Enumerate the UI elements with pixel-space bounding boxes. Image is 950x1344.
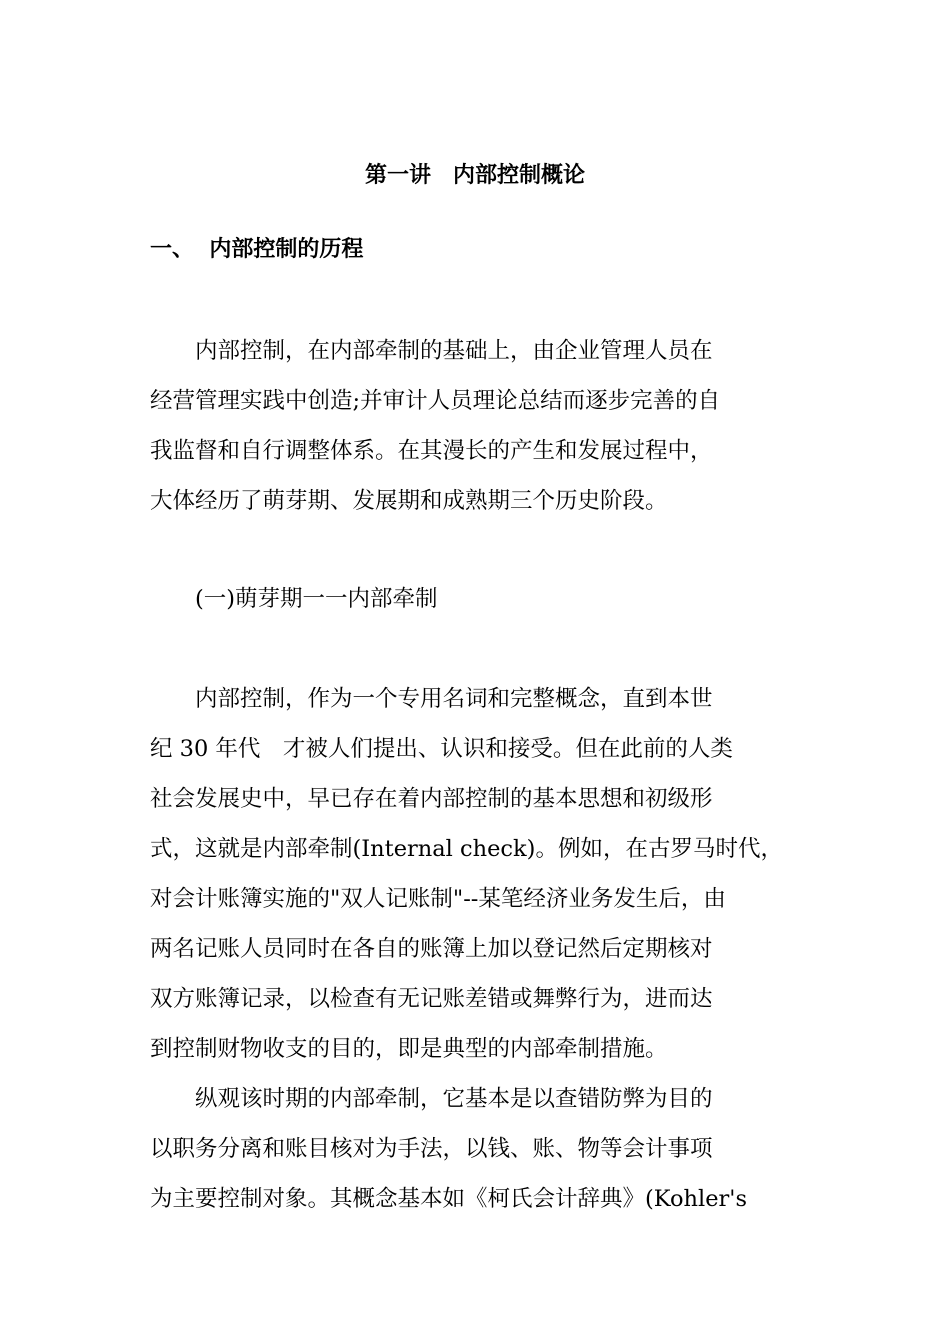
paragraph-line: 经营管理实践中创造;并审计人员理论总结而逐步完善的自 bbox=[150, 388, 721, 414]
paragraph-summary bbox=[150, 1074, 810, 1224]
subsection-heading: (一)萌芽期一一内部牵制 bbox=[195, 586, 438, 612]
paragraph-line: 内部控制，作为一个专用名词和完整概念，直到本世 bbox=[195, 686, 713, 712]
paragraph-line: 为主要控制对象。其概念基本如《柯氏会计辞典》(Kohler's bbox=[150, 1186, 748, 1212]
paragraph-line: 内部控制，在内部牵制的基础上，由企业管理人员在 bbox=[195, 338, 713, 364]
paragraph-line: 以职务分离和账目核对为手法，以钱、账、物等会计事项 bbox=[150, 1136, 713, 1162]
paragraph-line: 到控制财物收支的目的，即是典型的内部牵制措施。 bbox=[150, 1036, 668, 1062]
paragraph-history-intro bbox=[150, 326, 810, 526]
paragraph-line: 双方账簿记录，以检查有无记账差错或舞弊行为，进而达 bbox=[150, 986, 713, 1012]
paragraph-line: 我监督和自行调整体系。在其漫长的产生和发展过程中， bbox=[150, 438, 713, 464]
paragraph-line: 社会发展史中，早已存在着内部控制的基本思想和初级形 bbox=[150, 786, 713, 812]
paragraph-line: 两名记账人员同时在各自的账簿上加以登记然后定期核对 bbox=[150, 936, 713, 962]
paragraph-internal-check bbox=[150, 674, 810, 1074]
paragraph-line: 式，这就是内部牵制(Internal check)。例如，在古罗马时代， bbox=[150, 836, 783, 862]
document-title: 第一讲 内部控制概论 bbox=[364, 163, 585, 188]
paragraph-line: 纵观该时期的内部牵制，它基本是以查错防弊为目的 bbox=[195, 1086, 713, 1112]
paragraph-line: 对会计账簿实施的"双人记账制"--某笔经济业务发生后，由 bbox=[150, 886, 726, 912]
paragraph-line: 纪 30 年代 才被人们提出、认识和接受。但在此前的人类 bbox=[150, 736, 733, 762]
paragraph-line: 大体经历了萌芽期、发展期和成熟期三个历史阶段。 bbox=[150, 488, 668, 514]
section-heading: 一、 内部控制的历程 bbox=[150, 237, 364, 262]
